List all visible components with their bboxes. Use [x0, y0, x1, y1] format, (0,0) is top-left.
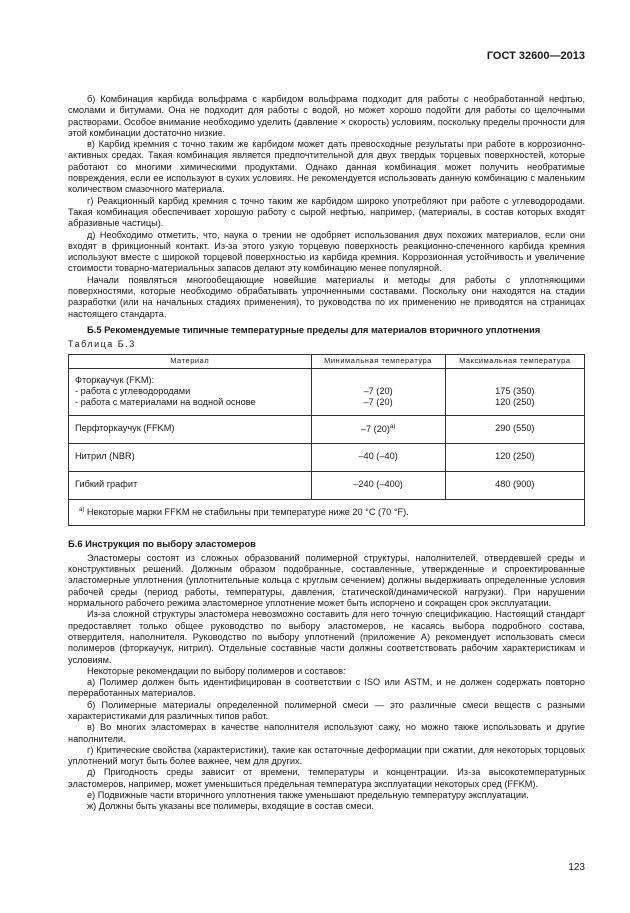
- paragraph: д) Необходимо отметить, что, наука о трении не одобряет использования двух похожих материалов, если они входят в фрикционный контакт. Из-за этого узкую торцевую поверхность реакционно-спеченного карбида кремния используют вместе с широкой торцевой поверхностью из карбида кремния. Коррозионная устойчивость и увеличение стоимости товарно-материальных запасов делают эту комбинацию менее популярной.: [68, 229, 585, 274]
- max-temp-cell: 175 (350): [495, 385, 535, 396]
- list-item: ж) Должны быть указаны все полимеры, входящие в состав смеси.: [87, 801, 374, 812]
- temperature-table: [68, 354, 585, 526]
- list-item: в) Во многих эластомерах в качестве наполнителя используют сажу, но можно также использовать и другие наполнители.: [68, 722, 585, 744]
- list-item: б) Полимерные материалы определенной полимерной смеси — это различные смеси веществ с разными характеристиками для различных типов работ.: [68, 699, 585, 721]
- max-temp-cell: 120 (250): [445, 443, 584, 471]
- list-item: д) Пригодность среды зависит от времени, температуры и концентрации. Из-за высокотемпературных эластомеров, например, может уменьшиться предельная температура эксплуатации некоторых сред (FFKM).: [68, 767, 585, 789]
- column-header: Минимальная температура: [311, 354, 445, 368]
- table-footnote-row: [69, 499, 585, 525]
- table-row: [69, 368, 585, 415]
- min-temp-cell: –40 (–40): [311, 443, 445, 471]
- page-number: 123: [568, 862, 585, 873]
- page-body: [68, 94, 585, 813]
- table-row: [69, 415, 585, 443]
- min-temp-cell: –7 (20): [363, 397, 393, 408]
- table-footnote: Некоторые марки FFKM не стабильны при температуре ниже 20 °C (70 °F).: [86, 507, 409, 518]
- material-cell: - работа с материалами на водной основе: [75, 397, 256, 408]
- paragraph: б) Комбинация карбида вольфрама с карбидом вольфрама подходит для работы с необработанной нефтью, смолами и битумами. Она не подходит для работы с водой, но может хорошо подойти для работы со щелочными растворами. Особое внимание необходимо уделить (давление × скорость) условиям, поскольку пределы прочности для этой комбинации достаточно низкие.: [68, 94, 585, 138]
- material-cell: Гибкий графит: [69, 471, 312, 499]
- column-header: Максимальная температура: [445, 354, 584, 368]
- footnote-mark: а): [79, 507, 85, 514]
- paragraph: Эластомеры состоят из сложных образований полимерной структуры, наполнителей, отвердевшей среды и конструктивных решений. Должным образом подобранные, составленные, утвержденные и спроектированные эластомерные уплотнения (уплотнительные кольца с круглым сечением) должны выдерживать определенные условия рабочей среды (период работы, температуры, давления, статической/динамической нагрузки). При нарушении нормального рабочего режима эластомерное уплотнение может быть испорчено и сокращен срок эксплуатации.: [68, 552, 585, 609]
- list-item: а) Полимер должен быть идентифицирован в соответствии с ISO или ASTM, и не должен содержать повторно переработанных материалов.: [68, 677, 585, 699]
- max-temp-cell: 120 (250): [495, 397, 535, 408]
- list-item: г) Критические свойства (характеристики), такие как остаточные деформации при сжатии, для некоторых торцовых уплотнений могут быть более важнее, чем для других.: [68, 744, 585, 767]
- footnote-mark: а): [389, 424, 396, 431]
- section-heading-b6: Б.6 Инструкция по выбору эластомеров: [68, 537, 256, 549]
- document-header: ГОСТ 32600—2013: [486, 50, 585, 62]
- paragraph: Некоторые рекомендации по выбору полимеров и составов:: [87, 665, 346, 676]
- material-cell: - работа с углеводородами: [75, 385, 191, 396]
- paragraph: Из-за сложной структуры эластомера невозможно составить для него точную спецификацию. Настоящий стандарт предоставляет только общее руководство по выбору эластомеров, не касаясь выбора подробного состава, отвердителя, наполнителя. Руководство по выбору уплотнений (приложение А) рекомендует использовать смеси полимеров (фторкаучук, нитрил). Отдельные составные части должны соответствовать рабочим характеристикам и условиям.: [68, 609, 585, 665]
- table-row: [69, 443, 585, 471]
- table-caption: Таблица Б.3: [68, 339, 136, 350]
- table-row: [69, 471, 585, 499]
- material-cell: Перфторкаучук (FFKM): [69, 415, 312, 443]
- max-temp-cell: 290 (550): [445, 415, 584, 443]
- min-temp-cell: –7 (20): [363, 385, 393, 396]
- section-heading-b5: Б.5 Рекомендуемые типичные температурные пределы для материалов вторичного уплотнения: [87, 323, 541, 335]
- max-temp-cell: 480 (900): [445, 471, 584, 499]
- min-temp-cell: –7 (20): [360, 424, 390, 435]
- paragraph: в) Карбид кремния с точно таким же карбидом может дать превосходные результаты при работе в коррозионно-активных средах. Такая комбинация является предпочтительной для двух твердых торцевых поверхностей, которые работают со многими химическими продуктами. Однако данная комбинация может получить необратимые повреждения, если ее используют в сухих условиях. Не рекомендуется использовать данную комбинацию с маленьким количеством смазочного материала.: [68, 139, 585, 195]
- table-header-row: [69, 354, 585, 368]
- paragraph: г) Реакционный карбид кремния с точно таким же карбидом широко употребляют при работе с углеводородами. Такая комбинация обеспечивает хорошую работу с сырой нефтью, например, (материалы, в состав которых входят абразивные частицы).: [68, 195, 585, 229]
- material-cell: Фторкаучук (FKM):: [75, 374, 155, 385]
- list-item: е) Подвижные части вторичного уплотнения также уменьшают предельную температуру эксплуатации.: [87, 790, 529, 801]
- material-cell: Нитрил (NBR): [69, 443, 312, 471]
- min-temp-cell: –240 (–400): [311, 471, 445, 499]
- column-header: Материал: [69, 354, 312, 368]
- paragraph: Начали появляться многообещающие новейшие материалы и методы для работы с уплотняющими поверхностями, которые необходимо обрабатывать упрочненными составами. Поскольку они находятся на стадии разработки (или на начальных стадиях применения), то руководства по их применению не приводятся на страницах настоящего стандарта.: [68, 274, 585, 319]
